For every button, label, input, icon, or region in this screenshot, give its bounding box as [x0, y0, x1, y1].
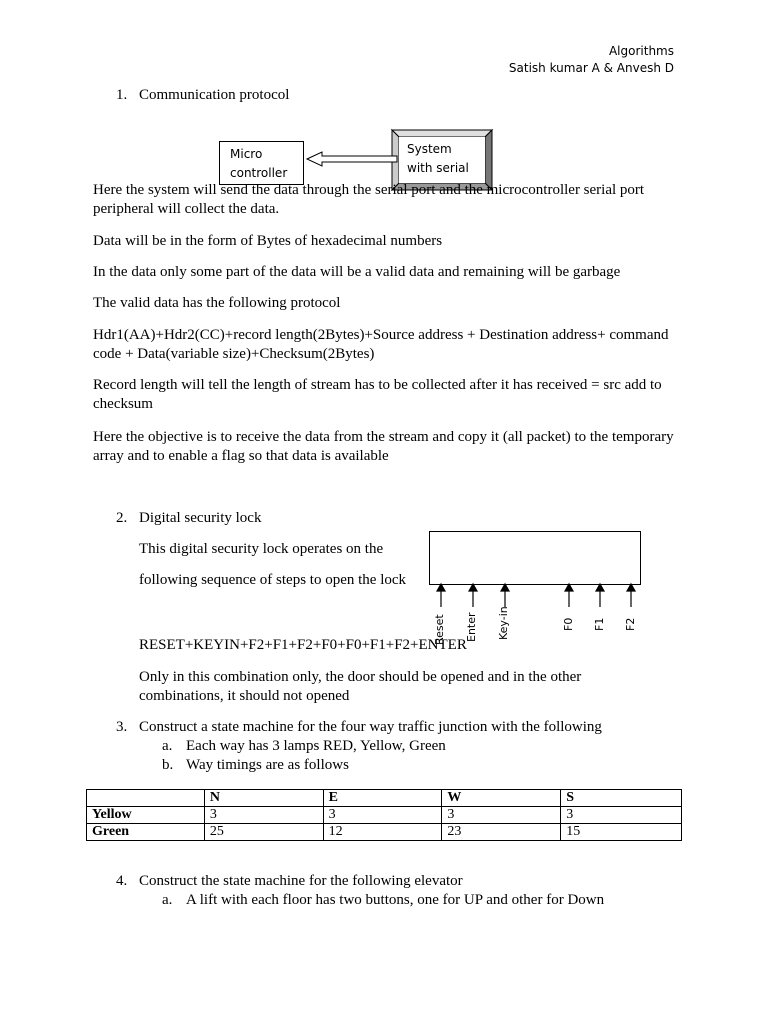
f2-input-label: F2 [624, 617, 637, 631]
enter-arrowhead [469, 584, 477, 591]
sub-b-number: b. [162, 757, 174, 773]
section-2-number: 2. [116, 510, 128, 526]
section-4-title: Construct the state machine for the following elevator [139, 873, 463, 889]
section-2-title: Digital security lock [139, 510, 262, 526]
f0-input-label: F0 [562, 617, 575, 631]
paragraph: Here the objective is to receive the data from the stream and copy it (all packet) to the temporary array and to enable a flag so that data is available [93, 429, 674, 464]
section-1-number: 1. [116, 87, 128, 103]
table-row [87, 824, 682, 841]
table-row-label: Green [87, 824, 205, 841]
system-label-2: with serial [407, 161, 469, 175]
microcontroller-label-2: controller [230, 166, 288, 180]
reset-arrowhead [437, 584, 445, 591]
header-title: Algorithms [608, 44, 674, 58]
f2-arrowhead [627, 584, 635, 591]
table-cell: 3 [561, 807, 682, 824]
lock-description-2: following sequence of steps to open the lock [139, 572, 407, 588]
section-3-number: 3. [116, 719, 128, 735]
table-cell: 3 [204, 807, 323, 824]
table-header-cell: N [204, 790, 323, 807]
sub-a-number: a. [162, 892, 173, 908]
header-authors: Satish kumar A & Anvesh D [508, 61, 674, 75]
table-cell: 12 [323, 824, 442, 841]
f1-input-label: F1 [593, 617, 606, 631]
table-cell: 25 [204, 824, 323, 841]
enter-input-label: Enter [465, 612, 478, 642]
table-header-cell: S [561, 790, 682, 807]
section-4-number: 4. [116, 873, 128, 889]
system-label-1: System [407, 142, 452, 156]
table-header-cell: E [323, 790, 442, 807]
table-header-cell [87, 790, 205, 807]
sub-b-text: Way timings are as follows [186, 757, 349, 773]
table-row-label: Yellow [87, 807, 205, 824]
table-cell: 23 [442, 824, 561, 841]
sub-a-text: Each way has 3 lamps RED, Yellow, Green [186, 738, 446, 754]
microcontroller-label-1: Micro [230, 147, 263, 161]
keyin-input-label: Key-in [497, 606, 510, 640]
sub-a-text: A lift with each floor has two buttons, one for UP and other for Down [186, 892, 605, 908]
table-header-row [87, 790, 682, 807]
lock-note: Only in this combination only, the door should be opened and in the other combinations, it should not opened [139, 669, 582, 704]
section-1-title: Communication protocol [139, 87, 290, 103]
reset-input-label: Reset [433, 614, 446, 645]
paragraph: Data will be in the form of Bytes of hexadecimal numbers [93, 233, 443, 249]
paragraph: In the data only some part of the data will be a valid data and remaining will be garbage [93, 264, 621, 280]
table-row [87, 807, 682, 824]
traffic-timing-table [86, 789, 682, 841]
table-header-cell: W [442, 790, 561, 807]
sub-a-number: a. [162, 738, 173, 754]
table-cell: 15 [561, 824, 682, 841]
keyin-arrowhead [501, 584, 509, 591]
lock-description-1: This digital security lock operates on the [139, 541, 384, 557]
section-3-title: Construct a state machine for the four way traffic junction with the following [139, 719, 602, 735]
f1-arrowhead [596, 584, 604, 591]
paragraph: The valid data has the following protocol [93, 295, 341, 311]
paragraph: Record length will tell the length of stream has to be collected after it has received = src add to checksum [93, 377, 662, 412]
protocol-format: Hdr1(AA)+Hdr2(CC)+record length(2Bytes)+Source address + Destination address+ command code + Data(variable size)+Checksum(2Bytes) [93, 327, 669, 362]
f0-arrowhead [565, 584, 573, 591]
table-cell: 3 [442, 807, 561, 824]
key-sequence: RESET+KEYIN+F2+F1+F2+F0+F0+F1+F2+ENTER [139, 637, 467, 653]
paragraph: Here the system will send the data through the serial port and the microcontroller serial port peripheral will collect the data. [93, 182, 645, 217]
table-cell: 3 [323, 807, 442, 824]
